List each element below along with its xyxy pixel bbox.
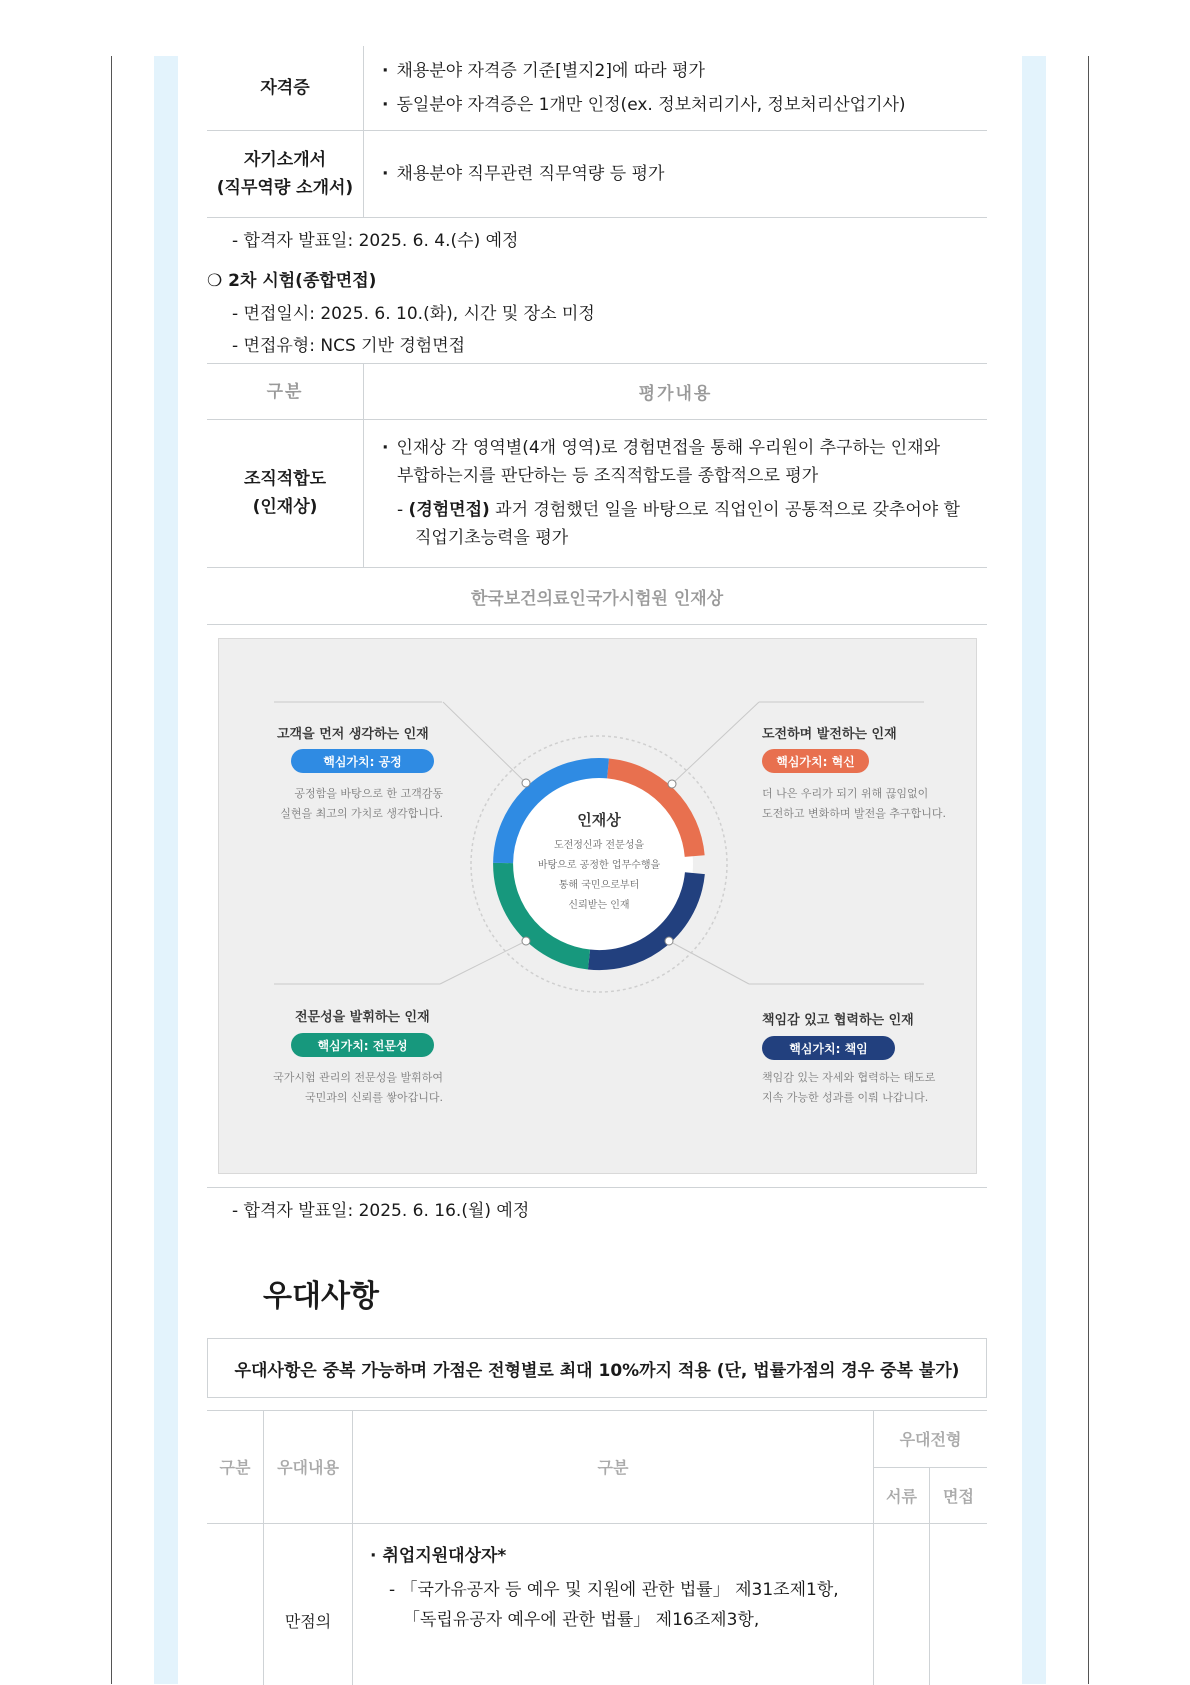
quadrant-desc: 국가시험 관리의 전문성을 발휘하여 국민과의 신뢰를 쌓아갑니다. [273,1071,443,1104]
table-row-self-intro [207,131,987,218]
header-interview: 면접 [943,1487,974,1506]
figure-bottom-rule [207,1187,987,1188]
row-label: 자격증 [207,46,364,130]
row-divider [873,1467,987,1468]
row-divider [207,1523,987,1524]
quadrant-title: 도전하며 발전하는 인재 [762,727,897,742]
row-value [364,46,987,130]
sub-line: 직업기초능력을 평가 [415,528,569,548]
list-item: · 채용분야 직무관련 직무역량 등 평가 [382,157,987,191]
bullet-line: 인재상 각 영역별(4개 영역)로 경험면접을 통해 우리원이 추구하는 인재와 [396,438,941,458]
left-border [111,56,112,1684]
quadrant-title: 책임감 있고 협력하는 인재 [762,1013,914,1028]
quadrant-desc: 더 나은 우리가 되기 위해 끊임없이 도전하고 변화하며 발전을 추구합니다. [762,787,947,820]
row-label: 자기소개서 (직무역량 소개서) [207,131,364,217]
right-border [1088,56,1089,1684]
row-label: 조직적합도 (인재상) [207,419,364,567]
header-gubun: 구분 [219,1458,251,1477]
header-gubun-2: 구분 [597,1458,629,1477]
figure-title: 한국보건의료인국가시험원 인재상 [470,588,724,609]
row-value [364,131,987,217]
interview-date: - 면접일시: 2025. 6. 10.(화), 시간 및 장소 미정 [232,304,595,324]
table-row-certificate [207,46,987,131]
sub-bold: (경험면접) [408,500,490,520]
col-divider [263,1411,264,1685]
bullet-line: 부합하는지를 판단하는 등 조직적합도를 종합적으로 평가 [397,466,819,486]
interview-type: - 면접유형: NCS 기반 경험면접 [232,336,466,356]
item-line: - 「국가유공자 등 예우 및 지원에 관한 법률」 제31조제1항, [389,1580,839,1600]
preference-heading: 우대사항 [263,1279,379,1314]
value-pill: 핵심가치: 공정 [291,749,434,773]
item-line: 「독립유공자 예우에 관한 법률」 제16조제3항, [403,1610,760,1630]
preference-notice: 우대사항은 중복 가능하며 가점은 전형별로 최대 10%까지 적용 (단, 법률가점의 경우 중복 불가) [207,1338,987,1398]
quadrant-title: 고객을 먼저 생각하는 인재 [277,727,429,742]
header-content: 우대내용 [277,1458,339,1477]
table2-figure-title [207,568,987,625]
quadrant-desc: 공정함을 바탕으로 한 고객감동 실현을 최고의 가치로 생각합니다. [280,787,443,820]
quadrant-title: 전문성을 발휘하는 인재 [295,1010,430,1025]
sub-text: 과거 경험했던 일을 바탕으로 직업인이 공통적으로 갖추어야 할 [489,500,960,520]
table2-row-fit [207,419,987,568]
preference-table [207,1410,987,1685]
row-content: 만점의 [284,1612,332,1631]
section-2-title: ❍ 2차 시험(종합면접) [207,271,377,291]
table2-header [207,363,987,420]
quadrant-desc: 책임감 있는 자세와 협력하는 태도로 지속 가능한 성과를 이뤄 나갑니다. [762,1071,936,1104]
item-title: · 취업지원대상자* [370,1546,507,1566]
announce-1: - 합격자 발표일: 2025. 6. 4.(수) 예정 [232,231,519,251]
center-description: 도전정신과 전문성을 바탕으로 공정한 업무수행을 통해 국민으로부터 신뢰받는 인재 [537,840,661,911]
center-title: 인재상 [577,811,621,829]
value-pill: 핵심가치: 책임 [762,1036,895,1060]
list-item: · 동일분야 자격증은 1개만 인정(ex. 정보처리기사, 정보처리산업기사) [382,88,987,122]
value-pill: 핵심가치: 혁신 [762,749,869,773]
header-document: 서류 [886,1487,917,1506]
header-content: 평가내용 [638,384,713,404]
col-divider [352,1411,353,1685]
row-value: · 인재상 각 영역별(4개 영역)로 경험면접을 통해 우리원이 추구하는 인재와 부합하는지를 판단하는 등 조직적합도를 종합적으로 평가 - (경험면접) 과거 경험했던 일을 바탕으로 직업인이 공통적으로 갖추어야 할 직업기초능력을 평가 [364,419,987,567]
col-divider [873,1411,874,1685]
talent-figure [218,638,977,1174]
header-preference-type: 우대전형 [899,1430,962,1449]
value-pill: 핵심가치: 전문성 [291,1033,434,1057]
header-gubun: 구분 [207,364,364,419]
list-item: · 채용분야 자격증 기준[별지2]에 따라 평가 [382,54,987,88]
left-band [154,56,178,1684]
announce-2: - 합격자 발표일: 2025. 6. 16.(월) 예정 [232,1201,530,1221]
right-band [1022,56,1046,1684]
